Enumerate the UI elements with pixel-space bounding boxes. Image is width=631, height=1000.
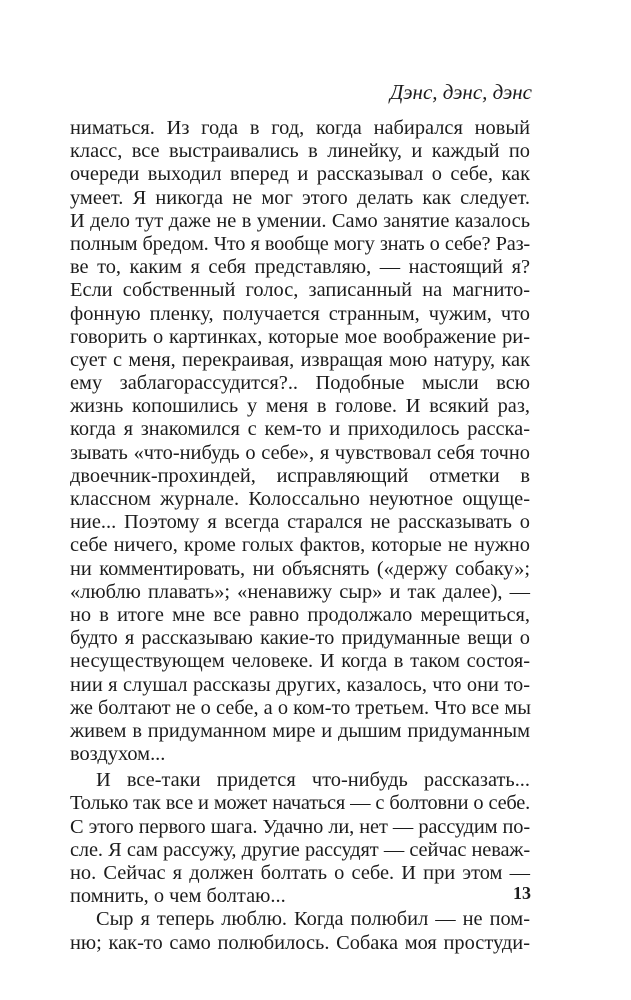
running-header: Дэнс, дэнс, дэнс xyxy=(389,80,532,104)
paragraph-2 xyxy=(70,769,530,908)
text-line: полным бредом. Что я вообще могу знать о себе? Раз- xyxy=(70,232,530,255)
paragraph-1 xyxy=(70,117,530,766)
paragraph-3 xyxy=(70,908,530,954)
text-line: воздухом... xyxy=(70,743,166,766)
text-line: но в итоге мне все равно продолжало мерещиться, xyxy=(70,603,530,626)
text-line: ние... Поэтому я всегда старался не рассказывать о xyxy=(70,511,530,534)
text-line: говорить о картинках, которые мое воображение ри- xyxy=(70,325,530,348)
text-line: ни комментировать, ни объяснять («держу собаку»; xyxy=(70,557,530,580)
text-line: фонную пленку, получается странным, чужим, что xyxy=(70,302,530,325)
text-line: нии я слушал рассказы других, казалось, что они то- xyxy=(70,673,530,696)
text-line: И все-таки придется что-нибудь рассказать... xyxy=(96,769,530,792)
text-line: когда я знакомился с кем-то и приходилось расска- xyxy=(70,418,530,441)
text-line: сле. Я сам рассужу, другие рассудят — сейчас неваж- xyxy=(70,838,530,861)
text-line: Только так все и может начаться — с болтовни о себе. xyxy=(70,792,530,815)
text-line: ню; как-то само полюбилось. Собака моя простуди- xyxy=(70,931,530,954)
text-line: себе ничего, кроме голых фактов, которые не нужно xyxy=(70,534,530,557)
text-line: Если собственный голос, записанный на магнито- xyxy=(70,279,530,302)
text-line: но. Сейчас я должен болтать о себе. И при этом — xyxy=(70,862,530,884)
text-line: очереди выходил вперед и рассказывал о себе, как xyxy=(70,163,530,186)
text-line: ему заблагорассудится?.. Подобные мысли всю xyxy=(70,372,530,395)
text-line: умеет. Я никогда не мог этого делать как следует. xyxy=(70,186,530,209)
text-line: С этого первого шага. Удачно ли, нет — рассудим по- xyxy=(70,815,530,838)
text-line: же болтают не о себе, а о ком-то третьем. Что все мы xyxy=(70,696,531,719)
text-line: И дело тут даже не в умении. Само занятие казалось xyxy=(70,209,530,232)
text-line: Сыр я теперь люблю. Когда полюбил — не пом- xyxy=(96,908,530,931)
page-number: 13 xyxy=(513,883,531,903)
text-line: «люблю плавать»; «ненавижу сыр» и так далее), — xyxy=(70,580,530,603)
text-line: двоечник-прохиндей, исправляющий отметки в xyxy=(70,464,530,487)
text-line: живем в придуманном мире и дышим придуманным xyxy=(70,719,530,742)
text-line: будто я рассказываю какие-то придуманные вещи о xyxy=(70,627,530,650)
text-line: ниматься. Из года в год, когда набирался новый xyxy=(70,117,530,139)
text-line: ве то, каким я себя представляю, — настоящий я? xyxy=(70,256,530,279)
text-line: помнить, о чем болтаю... xyxy=(70,885,286,908)
text-line: класс, все выстраивались в линейку, и каждый по xyxy=(70,140,530,163)
text-line: зывать «что-нибудь о себе», я чувствовал себя точно xyxy=(70,441,530,464)
text-line: жизнь копошились у меня в голове. И всякий раз, xyxy=(70,395,530,418)
body-text xyxy=(70,117,530,955)
text-line: несуществующем человеке. И когда в таком состоя- xyxy=(70,650,530,673)
text-line: сует с меня, перекраивая, извращая мою натуру, как xyxy=(70,348,530,371)
text-line: классном журнале. Колоссально неуютное ощуще- xyxy=(70,488,530,510)
